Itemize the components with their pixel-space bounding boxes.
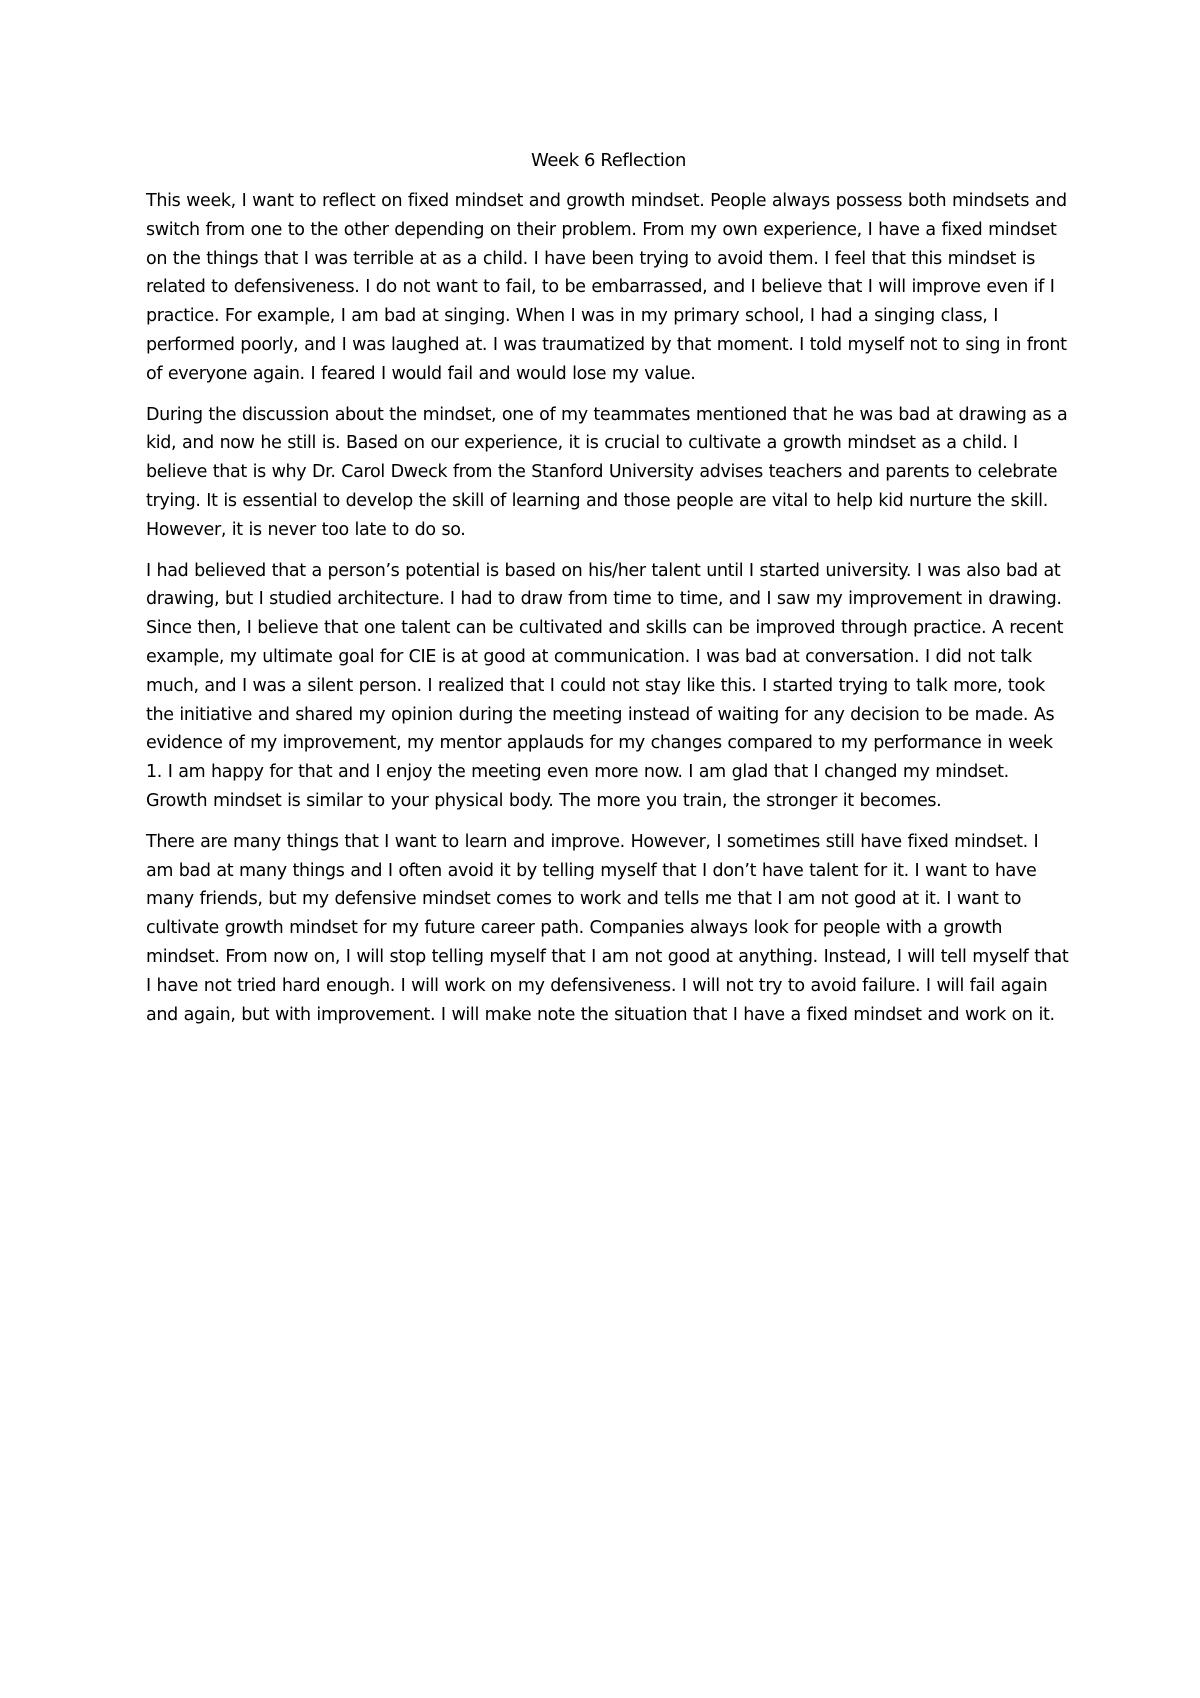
document-title: Week 6 Reflection: [531, 150, 686, 171]
paragraph-2: During the discussion about the mindset, one of my teammates mentioned that he was bad at drawing as a kid, and now he still is. Based on our experience, it is crucial to cultivate a growth mindset as a child. I believe that is why Dr. Carol Dweck from the Stanford University advises teachers and parents to celebrate trying. It is essential to develop the skill of learning and those people are vital to help kid nurture the skill. However, it is never too late to do so.: [146, 404, 1068, 540]
paragraph-4: There are many things that I want to learn and improve. However, I sometimes still have fixed mindset. I am bad at many things and I often avoid it by telling myself that I don’t have talent for it. I want to have many friends, but my defensive mindset comes to work and tells me that I am not good at it. I want to cultivate growth mindset for my future career path. Companies always look for people with a growth mindset. From now on, I will stop telling myself that I am not good at anything. Instead, I will tell myself that I have not tried hard enough. I will work on my defensiveness. I will not try to avoid failure. I will fail again and again, but with improvement. I will make note the situation that I have a fixed mindset and work on it.: [146, 831, 1069, 1025]
paragraph-1: This week, I want to reflect on fixed mindset and growth mindset. People always possess both mindsets and switch from one to the other depending on their problem. From my own experience, I have a fixed mindset on the things that I was terrible at as a child. I have been trying to avoid them. I feel that this mindset is related to defensiveness. I do not want to fail, to be embarrassed, and I believe that I will improve even if I practice. For example, I am bad at singing. When I was in my primary school, I had a singing class, I performed poorly, and I was laughed at. I was traumatized by that moment. I told myself not to sing in front of everyone again. I feared I would fail and would lose my value.: [146, 191, 1067, 384]
document-body: [146, 146, 1071, 1041]
paragraph-3: I had believed that a person’s potential is based on his/her talent until I started university. I was also bad at drawing, but I studied architecture. I had to draw from time to time, and I saw my improvement in drawing. Since then, I believe that one talent can be cultivated and skills can be improved through practice. A recent example, my ultimate goal for CIE is at good at communication. I was bad at conversation. I did not talk much, and I was a silent person. I realized that I could not stay like this. I started trying to talk more, took the initiative and shared my opinion during the meeting instead of waiting for any decision to be made. As evidence of my improvement, my mentor applauds for my changes compared to my performance in week 1. I am happy for that and I enjoy the meeting even more now. I am glad that I changed my mindset. Growth mindset is similar to your physical body. The more you train, the stronger it becomes.: [146, 560, 1064, 811]
